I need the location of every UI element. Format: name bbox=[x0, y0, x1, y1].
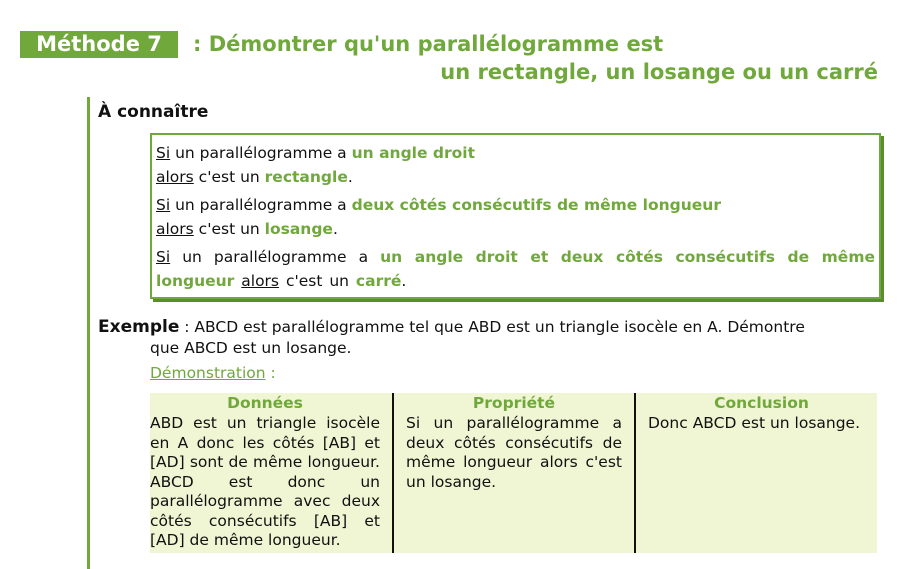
rule-result: losange bbox=[264, 220, 333, 238]
table-header-propriete: Propriété bbox=[472, 394, 556, 412]
demonstration-table bbox=[150, 393, 877, 553]
table-header-donnees: Données bbox=[227, 394, 303, 412]
rule-condition: un angle droit et deux côtés consécutifs de même longueur bbox=[156, 248, 875, 290]
example-label: Exemple bbox=[98, 317, 180, 337]
page-title-line2: un rectangle, un losange ou un carré bbox=[440, 60, 878, 84]
rule-text: un parallélogramme a bbox=[170, 196, 352, 214]
rule-rectangle-line1 bbox=[156, 141, 875, 165]
rule-text: c'est un bbox=[193, 220, 265, 238]
rule-end: . bbox=[401, 272, 407, 290]
rule-text: c'est un bbox=[193, 168, 265, 186]
rule-carre bbox=[156, 245, 875, 293]
rule-si: Si bbox=[156, 248, 171, 266]
rule-alors: alors bbox=[156, 220, 194, 238]
example-text: : ABCD est parallélogramme tel que ABD est un triangle isocèle en A. Démontre bbox=[179, 318, 805, 336]
example-statement bbox=[98, 317, 877, 338]
section-title: À connaître bbox=[98, 102, 209, 122]
example-block bbox=[98, 317, 877, 359]
rule-text: c'est un bbox=[279, 272, 356, 290]
rule-text: un parallélogramme a bbox=[170, 248, 381, 266]
demonstration-label: Démonstration bbox=[150, 364, 266, 382]
table-cell-propriete: Si un parallélogramme a deux côtés consécutifs de même longueur alors c'est un losange. bbox=[406, 414, 622, 491]
table-header-conclusion: Conclusion bbox=[714, 394, 809, 412]
rule-condition: deux côtés consécutifs de même longueur bbox=[351, 196, 721, 214]
rule-condition: un angle droit bbox=[351, 144, 475, 162]
rules-box bbox=[150, 133, 881, 299]
rule-si: Si bbox=[156, 144, 171, 162]
rule-result: carré bbox=[355, 272, 402, 290]
column-propriete bbox=[392, 393, 634, 553]
rule-losange-line1 bbox=[156, 193, 875, 217]
table-cell-conclusion: Donc ABCD est un losange. bbox=[648, 414, 861, 432]
example-text-cont: que ABCD est un losange. bbox=[150, 339, 352, 357]
rule-end: . bbox=[347, 168, 353, 186]
section-left-bar bbox=[87, 97, 90, 569]
column-conclusion bbox=[634, 393, 877, 553]
rule-alors: alors bbox=[241, 272, 280, 290]
rule-si: Si bbox=[156, 196, 171, 214]
demonstration-suffix: : bbox=[265, 364, 276, 382]
demonstration-heading bbox=[150, 363, 276, 383]
rule-result: rectangle bbox=[264, 168, 348, 186]
rule-text: un parallélogramme a bbox=[170, 144, 352, 162]
page-title-line1: : Démontrer qu'un parallélogramme est bbox=[193, 32, 664, 56]
table-cell-donnees: ABD est un triangle isocèle en A donc les côtés [AB] et [AD] sont de même longueur. ABCD est donc un parallélogramme avec deux côtés consécutifs [AB] et [AD] de même longueur. bbox=[150, 414, 380, 549]
rule-losange-line2 bbox=[156, 217, 875, 241]
rule-rectangle-line2 bbox=[156, 165, 875, 189]
rule-end: . bbox=[332, 220, 338, 238]
column-donnees bbox=[150, 393, 392, 553]
rule-alors: alors bbox=[156, 168, 194, 186]
method-badge: Méthode 7 bbox=[20, 31, 178, 58]
